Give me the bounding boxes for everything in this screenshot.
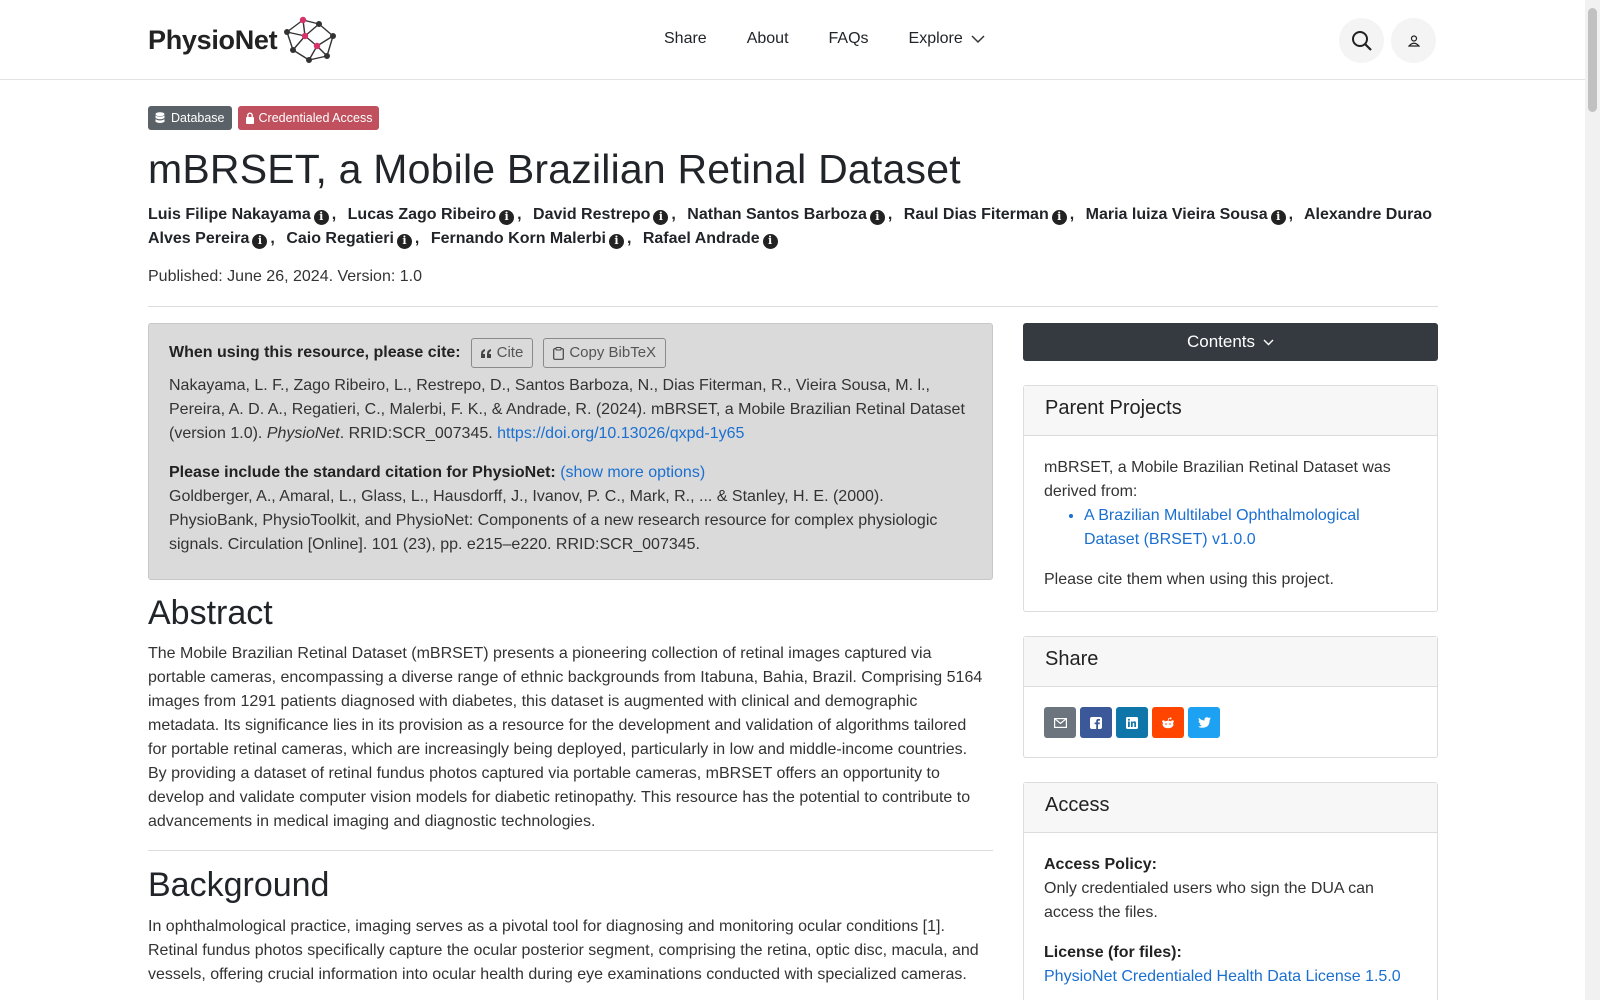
parent-projects-intro: mBRSET, a Mobile Brazilian Retinal Dataset was derived from: <box>1044 459 1391 500</box>
info-icon[interactable]: i <box>870 210 885 225</box>
copy-bibtex-button[interactable] <box>543 338 666 368</box>
top-navbar <box>0 0 1585 80</box>
author-name[interactable]: Lucas Zago Ribeiro i <box>348 206 514 223</box>
share-facebook-button[interactable] <box>1080 707 1112 738</box>
author-name[interactable]: Caio Regatieri i <box>286 230 412 247</box>
reddit-icon <box>1161 717 1175 729</box>
search-button[interactable] <box>1339 18 1384 63</box>
parent-projects-heading: Parent Projects <box>1024 386 1437 436</box>
share-email-button[interactable] <box>1044 707 1076 738</box>
info-icon[interactable]: i <box>609 234 624 249</box>
citation-text: Nakayama, L. F., Zago Ribeiro, L., Restrepo, D., Santos Barboza, N., Dias Fiterman, R., Vieira Sousa, M. l., Pereira, A. D. A., Regatieri, C., Malerbi, F. K., & Andrade, R. (2024). mBRSET, a Mobile Brazilian Retinal Dataset (version 1.0). PhysioNet. RRID:SCR_007345. https://doi.org/10.13026/qxpd-1y65 <box>169 377 965 442</box>
share-twitter-button[interactable] <box>1188 707 1220 738</box>
user-icon <box>1408 35 1420 47</box>
network-logo-icon <box>281 14 339 66</box>
info-icon[interactable]: i <box>1271 210 1286 225</box>
account-button[interactable] <box>1391 18 1436 63</box>
published-info: Published: June 26, 2024. Version: 1.0 <box>148 268 422 285</box>
info-icon[interactable]: i <box>653 210 668 225</box>
parent-projects-list <box>1084 504 1417 552</box>
author-name[interactable]: Nathan Santos Barboza i <box>687 206 885 223</box>
info-icon[interactable]: i <box>397 234 412 249</box>
license-link[interactable]: PhysioNet Credentialed Health Data License 1.5.0 <box>1044 968 1401 985</box>
lock-icon <box>245 112 255 124</box>
abstract-text: The Mobile Brazilian Retinal Dataset (mBRSET) presents a pioneering collection of retinal images captured via portable cameras, encompassing a diverse range of ethnic backgrounds from Itabuna, Bahia, Brazil. Comprising 5164 images from 1291 patients diagnosed with diabetes, this dataset is augmented with clinical and demographic metadata. Its significance lies in its provision as a resource for the development and validation of algorithms tailored for portable retinal cameras, which are increasingly being deployed, particularly in low and middle-income countries. By providing a dataset of retinal fundus photos captured via portable cameras, mBRSET offers an opportunity to develop and validate computer vision models for diabetic retinopathy. This resource has the potential to contribute to advancements in medical imaging and diagnostic technologies. <box>148 645 983 830</box>
parent-projects-outro: Please cite them when using this project. <box>1044 571 1334 588</box>
clipboard-icon <box>553 347 564 360</box>
author-name[interactable]: David Restrepo i <box>533 206 668 223</box>
nav-explore-label: Explore <box>908 30 963 47</box>
info-icon[interactable]: i <box>252 234 267 249</box>
author-name[interactable]: Maria luiza Vieira Sousa i <box>1086 206 1286 223</box>
parent-projects-card <box>1023 385 1438 612</box>
contents-dropdown-button[interactable] <box>1023 323 1438 361</box>
access-policy-text: Only credentialed users who sign the DUA can access the files. <box>1044 880 1374 921</box>
show-more-options-link[interactable]: (show more options) <box>560 464 706 481</box>
search-icon <box>1351 30 1373 52</box>
chevron-down-icon <box>1263 339 1274 346</box>
author-name[interactable]: Fernando Korn Malerbi i <box>431 230 624 247</box>
share-heading: Share <box>1024 637 1437 687</box>
parent-project-link[interactable]: • A Brazilian Multilabel Ophthalmological Dataset (BRSET) v1.0.0 <box>1084 504 1417 552</box>
divider <box>148 850 993 851</box>
scrollbar-thumb[interactable] <box>1588 8 1597 112</box>
page-title: mBRSET, a Mobile Brazilian Retinal Dataset <box>148 146 961 192</box>
background-heading: Background <box>148 866 330 904</box>
email-icon <box>1054 718 1067 728</box>
citation-heading: When using this resource, please cite: <box>169 344 461 361</box>
quote-icon <box>481 349 492 358</box>
contents-label: Contents <box>1186 332 1256 351</box>
physionet-logo[interactable] <box>148 14 339 66</box>
credentialed-access-badge <box>238 106 380 130</box>
logo-text: PhysioNet <box>148 24 278 55</box>
author-name[interactable]: Luis Filipe Nakayama i <box>148 206 329 223</box>
citation-header <box>169 338 972 368</box>
page-scrollbar[interactable] <box>1585 0 1600 1000</box>
cite-button-label: Cite <box>496 344 524 361</box>
background-text: In ophthalmological practice, imaging serves as a pivotal tool for diagnosing and monitoring ocular conditions [1]. Retinal fundus photos specifically capture the ocular posterior segment, comprising the retina, optic disc, macula, and vessels, offering crucial information into ocular health during eye examinations conducted with specialized cameras. <box>148 918 979 983</box>
abstract-heading: Abstract <box>148 594 273 632</box>
nav-faqs[interactable]: FAQs <box>828 30 869 47</box>
nav-about[interactable]: About <box>746 30 789 47</box>
info-icon[interactable]: i <box>1052 210 1067 225</box>
doi-link[interactable]: https://doi.org/10.13026/qxpd-1y65 <box>497 425 745 442</box>
share-buttons <box>1044 707 1417 738</box>
divider <box>148 306 1438 307</box>
author-list: Luis Filipe Nakayama i , Lucas Zago Ribeiro i , David Restrepo i , Nathan Santos Barboza i , Raul Dias Fiterman i , Maria luiza Vieira Sousa i , Alexandre Durao Alves Pereira i , Caio Regatieri i , Fernando Korn Malerbi i , Rafael Andrade i <box>148 206 1433 247</box>
database-icon <box>155 112 165 124</box>
access-body <box>1024 833 1437 1000</box>
access-heading: Access <box>1024 783 1437 833</box>
share-linkedin-button[interactable] <box>1116 707 1148 738</box>
info-icon[interactable]: i <box>499 210 514 225</box>
citation-box <box>148 323 993 580</box>
share-reddit-button[interactable] <box>1152 707 1184 738</box>
access-policy-label: Access Policy: <box>1044 856 1157 873</box>
facebook-icon <box>1090 717 1102 729</box>
author-name[interactable]: Raul Dias Fiterman i <box>904 206 1067 223</box>
nav-share[interactable]: Share <box>664 30 707 47</box>
standard-citation-heading: Please include the standard citation for PhysioNet: <box>169 464 556 481</box>
database-badge-label: Database <box>171 111 225 125</box>
credentialed-access-label: Credentialed Access <box>258 111 373 125</box>
project-badges <box>148 106 379 130</box>
linkedin-icon <box>1126 717 1138 729</box>
standard-citation <box>169 461 972 557</box>
info-icon[interactable]: i <box>314 210 329 225</box>
chevron-down-icon <box>971 35 985 44</box>
author-name[interactable]: Rafael Andrade i <box>643 230 778 247</box>
author-name[interactable]: Alexandre Durao Alves Pereira i <box>148 206 1433 247</box>
share-card <box>1023 636 1438 758</box>
standard-citation-text: Goldberger, A., Amaral, L., Glass, L., Hausdorff, J., Ivanov, P. C., Mark, R., ... & Stanley, H. E. (2000). PhysioBank, PhysioToolkit, and PhysioNet: Components of a new research resource for complex physiologic signals. Circulation [Online]. 101 (23), pp. e215–e220. RRID:SCR_007345. <box>169 488 938 553</box>
twitter-icon <box>1198 717 1211 728</box>
database-badge <box>148 106 232 130</box>
access-card <box>1023 782 1438 1000</box>
main-nav <box>664 30 1025 48</box>
info-icon[interactable]: i <box>763 234 778 249</box>
copy-bibtex-label: Copy BibTeX <box>569 344 657 361</box>
license-label: License (for files): <box>1044 944 1182 961</box>
cite-button[interactable] <box>471 338 534 368</box>
parent-projects-body <box>1024 436 1437 610</box>
nav-explore[interactable] <box>909 30 985 48</box>
